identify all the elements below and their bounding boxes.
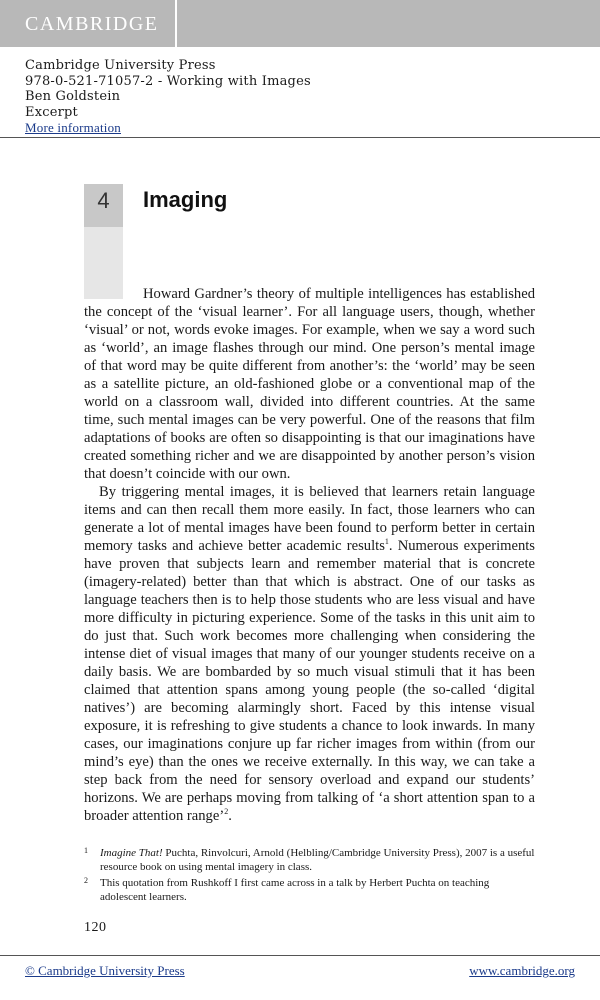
paragraph-2-part-b: . Numerous experiments have proven that subjects learn and remember material that is concrete (imagery-related) better than that which is abstract. One of our tasks as language teachers then is to help those students who are less visual and have more difficulty in picturing experience. Some of the tasks in this unit aim to do just that. Such work becomes more challenging when considering the intense diet of visual images that many of our younger students receive on a daily basis. We are bombarded by so much visual stimuli that it has been claimed that attention spans among young people (the so-called ‘digital natives’) are becoming alarmingly short. Faced by this intense visual exposure, it is refreshing to give students a chance to look inwards. In many cases, our imaginations conjure up far richer images from within (from our mind’s eye) than the ones we receive externally. In this way, we can take a step back from the need for sensory overload and expand our students’ horizons. We are perhaps moving from talking of ‘a short attention span to a broader attention range’ xyxy=(84,538,535,824)
footnote-2 xyxy=(84,876,535,904)
footnote-text: Puchta, Rinvolcuri, Arnold (Helbling/Cambridge University Press), 2007 is a useful resource book on using mental imagery in class. xyxy=(100,847,535,873)
footnote-1 xyxy=(84,846,535,874)
header-bar xyxy=(0,0,600,47)
isbn-title: 978-0-521-71057-2 - Working with Images xyxy=(25,73,311,89)
book-metadata xyxy=(25,58,311,137)
paragraph-2 xyxy=(84,483,535,825)
publisher-name: Cambridge University Press xyxy=(25,58,216,73)
excerpt-label: Excerpt xyxy=(25,104,78,120)
paragraph-2-end: . xyxy=(228,808,232,824)
footnote-title: Imagine That! xyxy=(100,847,163,859)
paragraph-2-part-a: By triggering mental images, it is believed that learners retain language items and can then recall them more easily. In fact, those learners who can generate a lot of mental images have been found to perform better in certain memory tasks and achieve better academic results xyxy=(84,484,535,554)
footnote-number: 1 xyxy=(84,846,88,855)
more-information-link[interactable]: More information xyxy=(25,120,121,136)
chapter-number: 4 xyxy=(97,188,110,213)
footnote-ref-1[interactable]: 1 xyxy=(384,537,389,547)
header-divider xyxy=(175,0,177,47)
body-text xyxy=(84,285,535,825)
footnote-number: 2 xyxy=(84,876,88,885)
page-number: 120 xyxy=(84,920,107,935)
footnotes xyxy=(84,846,535,906)
header-divider-line xyxy=(0,137,600,138)
footnote-ref-2[interactable]: 2 xyxy=(224,807,229,817)
website-link[interactable]: www.cambridge.org xyxy=(469,963,575,978)
copyright-link[interactable]: © Cambridge University Press xyxy=(25,963,185,978)
brand-logo[interactable]: CAMBRIDGE xyxy=(25,13,159,35)
footnote-text: This quotation from Rushkoff I first came across in a talk by Herbert Puchta on teaching adolescent learners. xyxy=(100,877,490,903)
footer-divider-line xyxy=(0,955,600,956)
chapter-title: Imaging xyxy=(143,187,228,212)
author-name: Ben Goldstein xyxy=(25,89,121,105)
paragraph-1: Howard Gardner’s theory of multiple intelligences has established the concept of the ‘visual learner’. For all language users, though, whether ‘visual’ or not, words evoke images. For example, when we say a word such as ‘world’, an image flashes through our mind. One person’s mental image of that word may be quite different from another’s: the ‘world’ may be seen as a satellite picture, an old-fashioned globe or a conventional map of the world on a classroom wall, divided into different countries. At the same time, such mental images can be very powerful. One of the reasons that film adaptations of books are often so disappointing is that our imaginations have created something richer and we are disappointed by another person’s vision that doesn’t coincide with our own. xyxy=(84,286,535,482)
chapter-tab xyxy=(84,184,123,299)
